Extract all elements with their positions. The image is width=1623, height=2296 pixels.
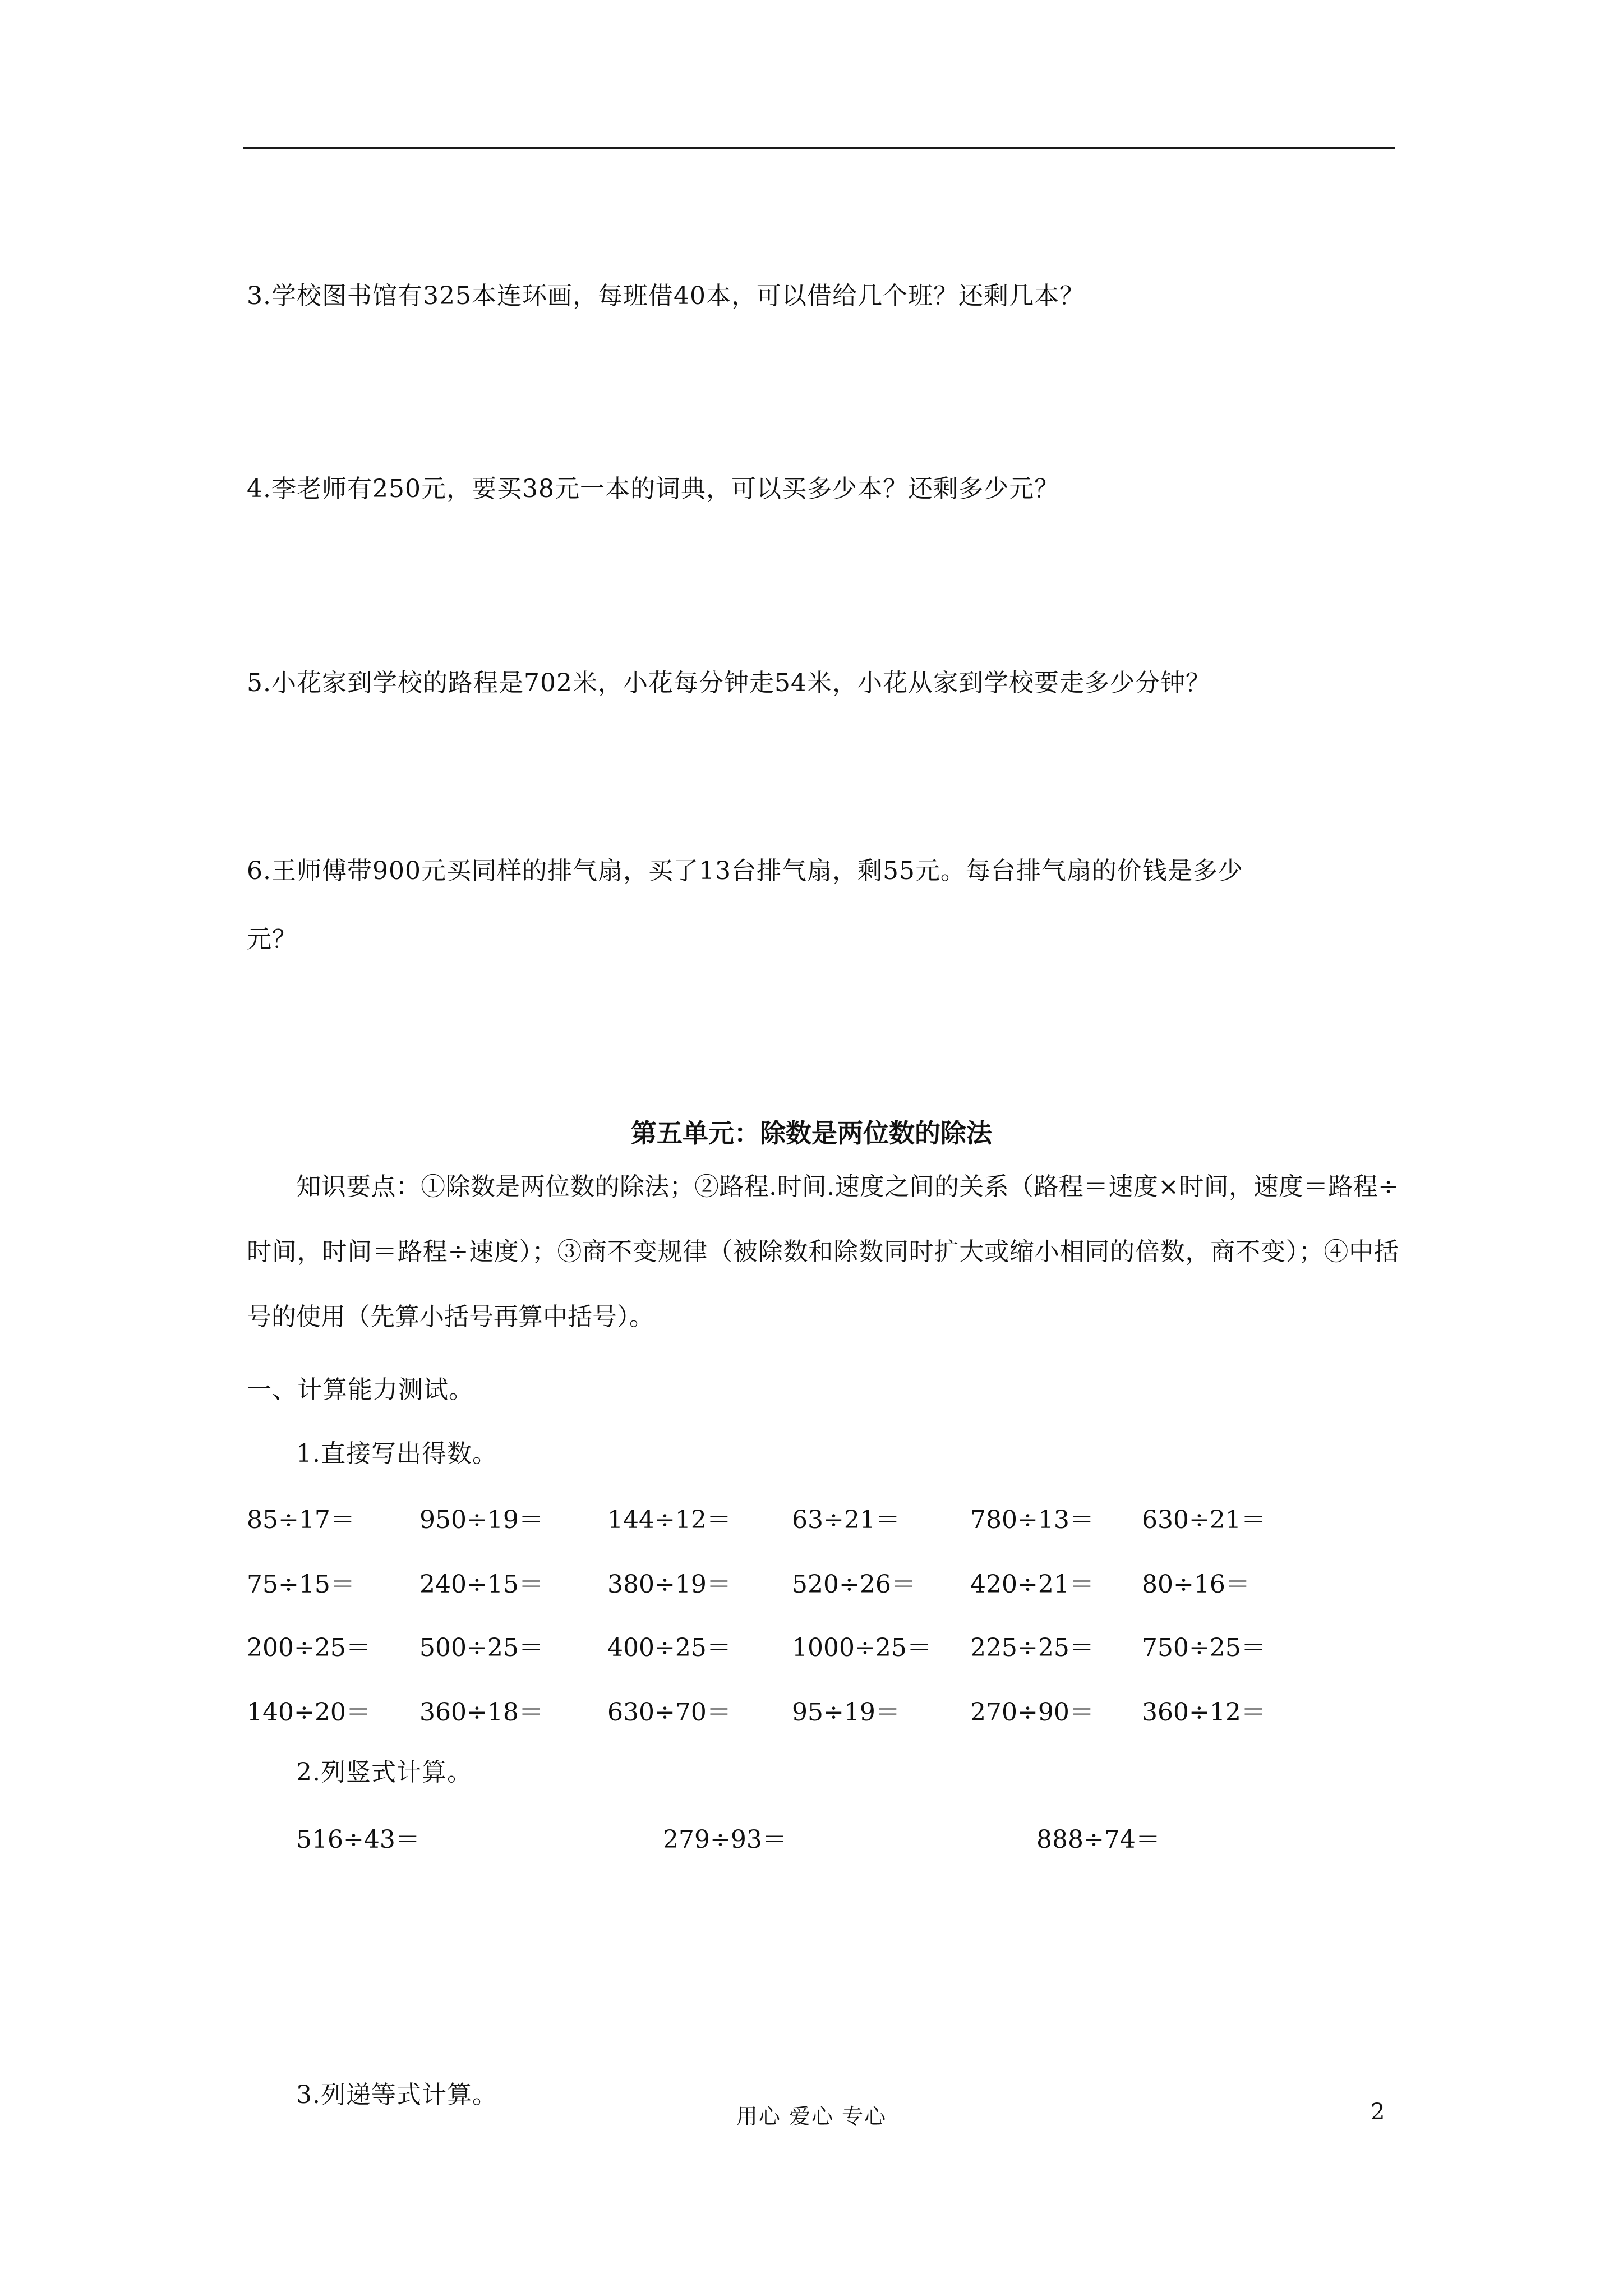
grid-item: 950÷19＝ <box>419 1506 543 1534</box>
grid-item: 1000÷25＝ <box>792 1634 932 1662</box>
grid-item: 360÷12＝ <box>1142 1698 1266 1727</box>
grid-item: 360÷18＝ <box>419 1698 543 1727</box>
grid-item: 400÷25＝ <box>607 1634 731 1662</box>
knowledge-points <box>247 1154 1399 1350</box>
grid-item: 85÷17＝ <box>247 1506 355 1534</box>
vertical-calc-item: 279÷93＝ <box>663 1825 787 1854</box>
part-1-heading: 一、计算能力测试。 <box>247 1375 474 1404</box>
grid-item: 380÷19＝ <box>607 1570 731 1599</box>
problem-6: 6.王师傅带900元买同样的排气扇，买了13台排气扇，剩55元。每台排气扇的价钱是多少 <box>247 857 1243 885</box>
grid-item: 63÷21＝ <box>792 1506 900 1534</box>
problem-6-continued: 元？ <box>247 925 297 954</box>
question-2: 2.列竖式计算。 <box>296 1758 472 1787</box>
grid-item: 780÷13＝ <box>970 1506 1094 1534</box>
grid-item: 630÷21＝ <box>1142 1506 1266 1534</box>
grid-item: 240÷15＝ <box>419 1570 543 1599</box>
vertical-calc-item: 516÷43＝ <box>296 1825 420 1854</box>
problem-5: 5.小花家到学校的路程是702米，小花每分钟走54米，小花从家到学校要走多少分钟？ <box>247 669 1211 697</box>
grid-item: 420÷21＝ <box>970 1570 1094 1599</box>
question-3: 3.列递等式计算。 <box>296 2081 497 2109</box>
section-title: 第五单元：除数是两位数的除法 <box>631 1118 992 1148</box>
problem-3: 3.学校图书馆有325本连环画，每班借40本，可以借给几个班？还剩几本？ <box>247 282 1085 310</box>
grid-item: 95÷19＝ <box>792 1698 900 1727</box>
footer-text: 用心 爱心 专心 <box>736 2104 887 2129</box>
grid-item: 750÷25＝ <box>1142 1634 1266 1662</box>
grid-item: 144÷12＝ <box>607 1506 731 1534</box>
question-1: 1.直接写出得数。 <box>296 1439 497 1468</box>
header-rule <box>243 147 1395 149</box>
grid-item: 630÷70＝ <box>607 1698 731 1727</box>
grid-item: 200÷25＝ <box>247 1634 371 1662</box>
grid-item: 270÷90＝ <box>970 1698 1094 1727</box>
grid-item: 75÷15＝ <box>247 1570 355 1599</box>
grid-item: 140÷20＝ <box>247 1698 371 1727</box>
knowledge-text: 知识要点：①除数是两位数的除法；②路程.时间.速度之间的关系（路程＝速度×时间，速度＝路程÷时间，时间＝路程÷速度）；③商不变规律（被除数和除数同时扩大或缩小相同的倍数，商不变）；④中括号的使用（先算小括号再算中括号）。 <box>247 1172 1399 1331</box>
grid-item: 520÷26＝ <box>792 1570 916 1599</box>
grid-item: 80÷16＝ <box>1142 1570 1250 1599</box>
vertical-calc-item: 888÷74＝ <box>1036 1825 1160 1854</box>
grid-item: 500÷25＝ <box>419 1634 543 1662</box>
problem-4: 4.李老师有250元，要买38元一本的词典，可以买多少本？还剩多少元？ <box>247 475 1059 503</box>
page-number: 2 <box>1371 2099 1385 2125</box>
grid-item: 225÷25＝ <box>970 1634 1094 1662</box>
